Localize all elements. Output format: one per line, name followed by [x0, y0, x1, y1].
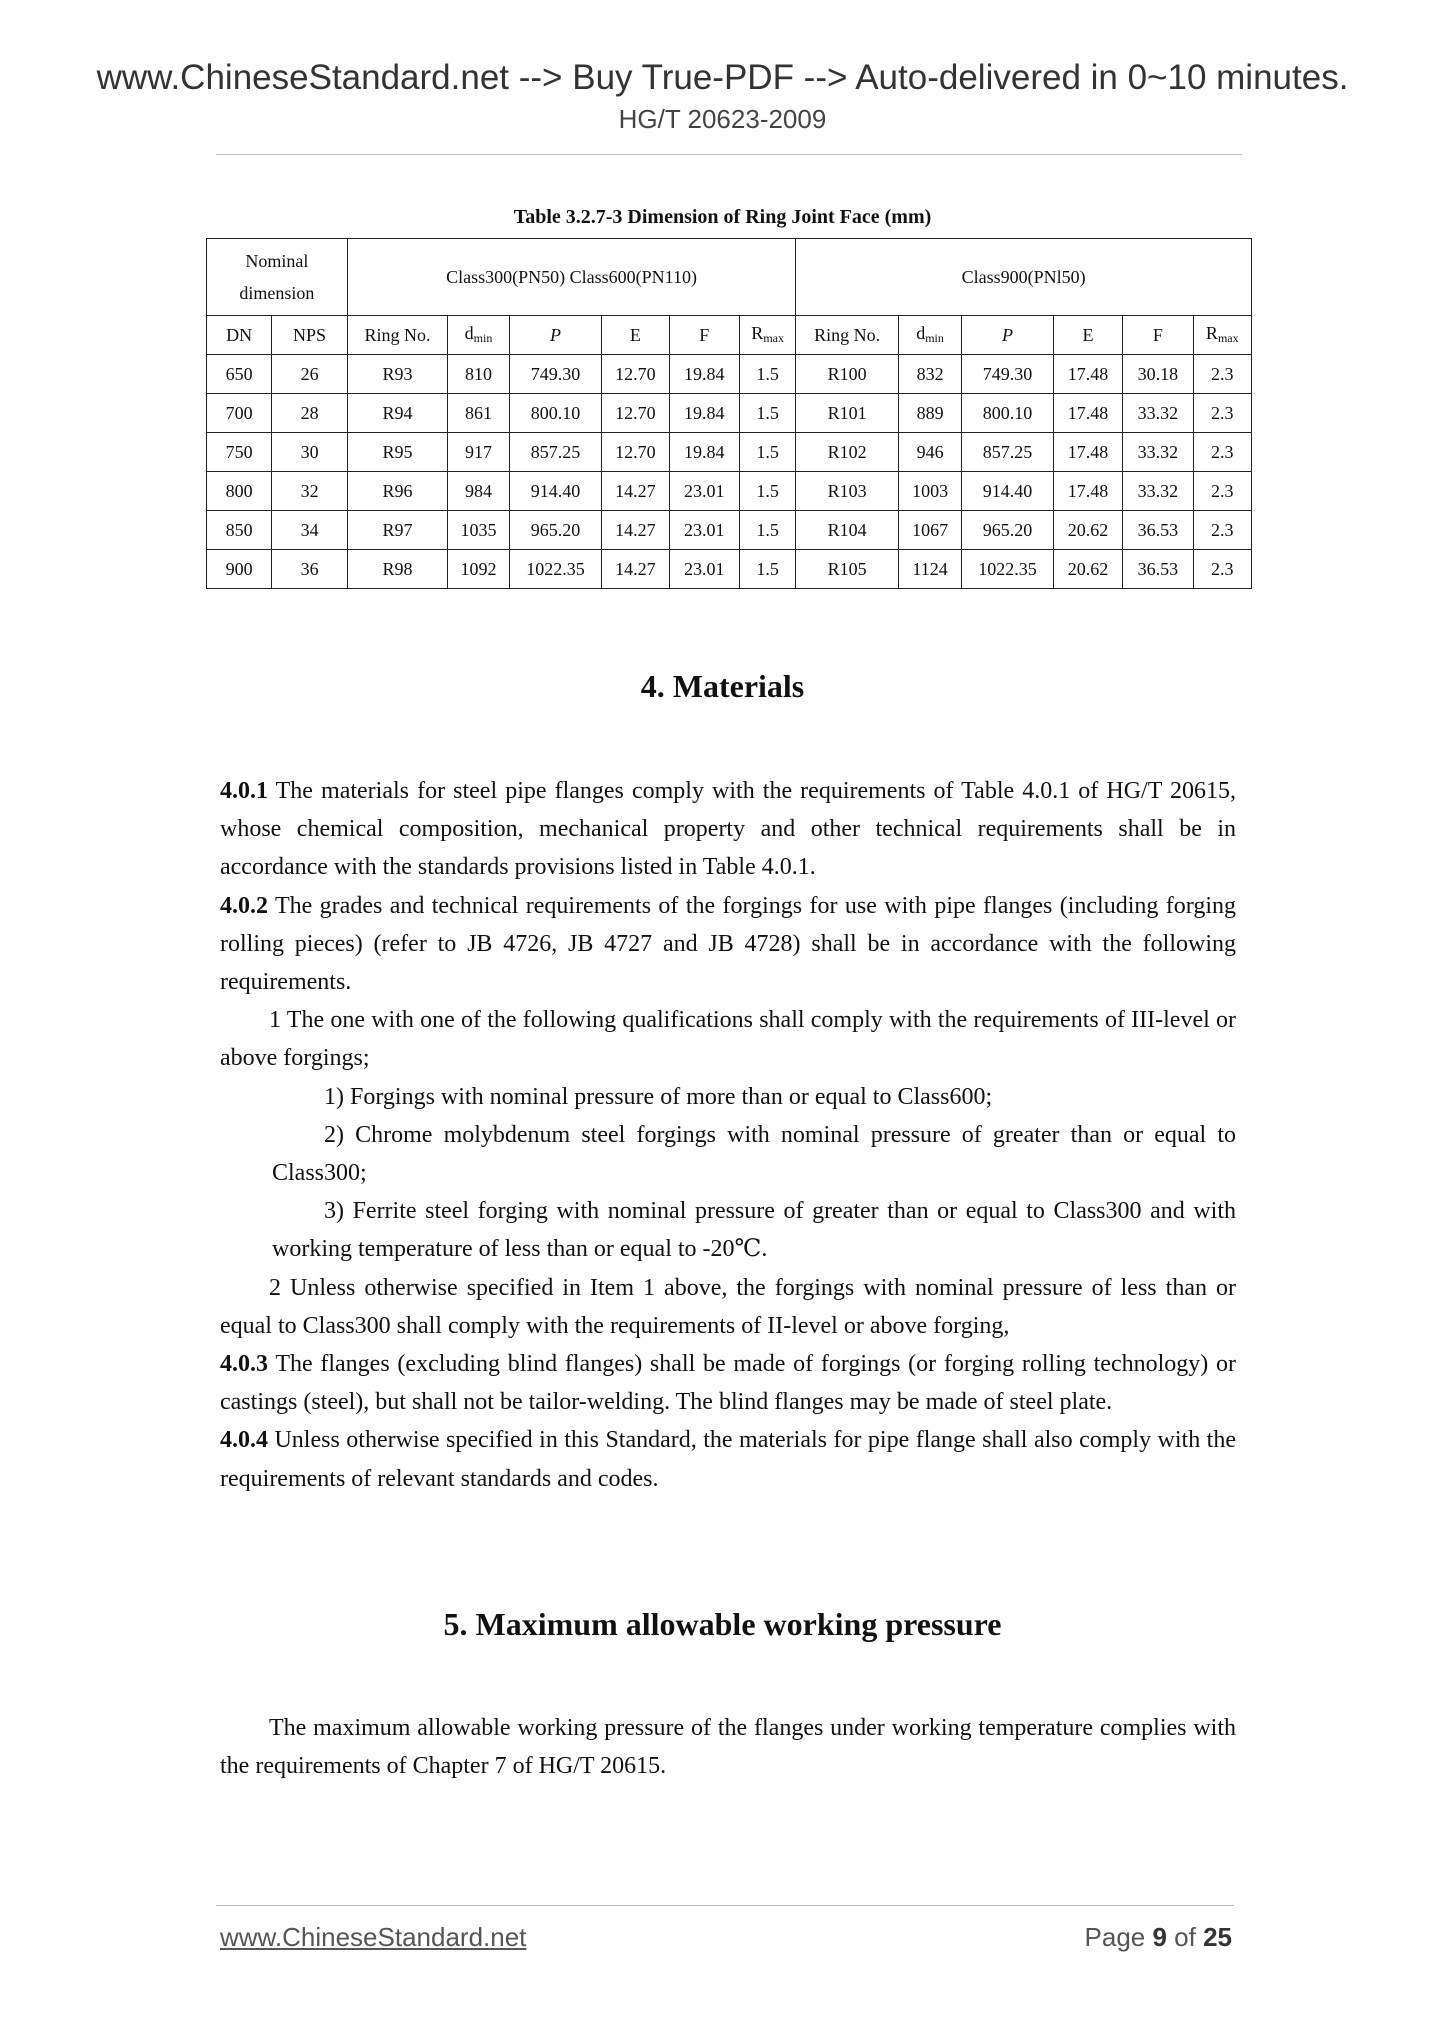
cell-dn: 700 [207, 394, 272, 433]
cell-f-b: 36.53 [1123, 550, 1193, 589]
col-e-b: E [1053, 316, 1122, 355]
clause-4-0-1 [220, 772, 1236, 887]
clause-text: Unless otherwise specified in this Standard, the materials for pipe flange shall also comply with the requirements of relevant standards and codes. [220, 1427, 1236, 1492]
cell-e-a: 14.27 [602, 511, 669, 550]
cell-p-a: 914.40 [509, 472, 602, 511]
cell-dmin-b: 832 [898, 355, 961, 394]
cell-rmax-b: 2.3 [1193, 433, 1251, 472]
cell-p-a: 800.10 [509, 394, 602, 433]
class900-header: Class900(PNl50) [796, 239, 1252, 316]
cell-ring-b: R101 [796, 394, 899, 433]
cell-dmin-b: 889 [898, 394, 961, 433]
col-ring-a: Ring No. [347, 316, 448, 355]
cell-e-b: 17.48 [1053, 472, 1122, 511]
table-row [207, 433, 1252, 472]
clause-4-0-2 [220, 887, 1236, 1002]
cell-e-b: 17.48 [1053, 394, 1122, 433]
cell-dn: 750 [207, 433, 272, 472]
table-header-row-columns [207, 316, 1252, 355]
cell-dmin-b: 1003 [898, 472, 961, 511]
cell-dmin-a: 917 [448, 433, 509, 472]
sub-item-1: 1) Forgings with nominal pressure of more than or equal to Class600; [324, 1083, 993, 1110]
footer-site-link[interactable]: www.ChineseStandard.net [220, 1922, 527, 1952]
cell-rmax-b: 2.3 [1193, 472, 1251, 511]
cell-rmax-b: 2.3 [1193, 394, 1251, 433]
cell-ring-a: R94 [347, 394, 448, 433]
cell-f-a: 19.84 [669, 394, 739, 433]
document-code: HG/T 20623-2009 [618, 104, 827, 134]
cell-dmin-a: 810 [448, 355, 509, 394]
cell-nps: 28 [272, 394, 347, 433]
cell-dn: 850 [207, 511, 272, 550]
cell-ring-a: R98 [347, 550, 448, 589]
cell-e-b: 17.48 [1053, 355, 1122, 394]
clause-number: 4.0.2 [220, 892, 268, 919]
cell-f-a: 23.01 [669, 472, 739, 511]
cell-ring-a: R93 [347, 355, 448, 394]
col-rmax-a [739, 316, 795, 355]
col-ring-b: Ring No. [796, 316, 899, 355]
cell-dmin-a: 1092 [448, 550, 509, 589]
cell-rmax-b: 2.3 [1193, 511, 1251, 550]
cell-nps: 36 [272, 550, 347, 589]
col-nps: NPS [272, 316, 347, 355]
cell-nps: 34 [272, 511, 347, 550]
cell-dmin-b: 946 [898, 433, 961, 472]
cell-ring-b: R103 [796, 472, 899, 511]
cell-p-b: 800.10 [962, 394, 1054, 433]
cell-nps: 26 [272, 355, 347, 394]
table-caption: Table 3.2.7-3 Dimension of Ring Joint Face (mm) [513, 206, 932, 228]
cell-dmin-b: 1067 [898, 511, 961, 550]
cell-e-a: 12.70 [602, 433, 669, 472]
cell-rmax-b: 2.3 [1193, 355, 1251, 394]
table-row [207, 511, 1252, 550]
cell-ring-a: R95 [347, 433, 448, 472]
col-dn: DN [207, 316, 272, 355]
cell-dmin-b: 1124 [898, 550, 961, 589]
page-current: 9 [1152, 1922, 1167, 1952]
cell-p-b: 1022.35 [962, 550, 1054, 589]
sub-item-2: 2) Chrome molybdenum steel forgings with nominal pressure of greater than or equal to Class300; [272, 1121, 1236, 1187]
cell-f-b: 33.32 [1123, 394, 1193, 433]
section-5-body [220, 1709, 1236, 1785]
cell-ring-b: R102 [796, 433, 899, 472]
cell-ring-b: R100 [796, 355, 899, 394]
footer-divider [216, 1905, 1234, 1906]
col-f-a: F [669, 316, 739, 355]
clause-text: The flanges (excluding blind flanges) shall be made of forgings (or forging rolling technology) or castings (steel), but shall not be tailor-welding. The blind flanges may be made of steel plate. [220, 1351, 1236, 1416]
clause-number: 4.0.4 [220, 1427, 268, 1454]
cell-rmax-a: 1.5 [739, 472, 795, 511]
rmax-label: R [751, 322, 764, 343]
cell-rmax-a: 1.5 [739, 550, 795, 589]
cell-ring-a: R96 [347, 472, 448, 511]
section-4-body [220, 772, 1236, 1498]
cell-nps: 30 [272, 433, 347, 472]
cell-e-b: 17.48 [1053, 433, 1122, 472]
nominal-label-line2: dimension [239, 283, 315, 303]
cell-p-b: 965.20 [962, 511, 1054, 550]
table-row [207, 394, 1252, 433]
table-row [207, 472, 1252, 511]
cell-ring-b: R104 [796, 511, 899, 550]
cell-rmax-b: 2.3 [1193, 550, 1251, 589]
cell-p-a: 965.20 [509, 511, 602, 550]
col-p-a: P [509, 316, 602, 355]
col-f-b: F [1123, 316, 1193, 355]
col-rmax-b [1193, 316, 1251, 355]
rmax-subscript: max [763, 330, 784, 345]
cell-rmax-a: 1.5 [739, 511, 795, 550]
cell-f-b: 36.53 [1123, 511, 1193, 550]
rmax-subscript: max [1217, 330, 1239, 345]
cell-f-b: 33.32 [1123, 433, 1193, 472]
header-divider [216, 154, 1242, 155]
table-row [207, 550, 1252, 589]
clause-text: The materials for steel pipe flanges comply with the requirements of Table 4.0.1 of HG/T 20615, whose chemical composition, mechanical property and other technical requirements shall be in accordance with the standards provisions listed in Table 4.0.1. [220, 778, 1236, 881]
section-5-paragraph: The maximum allowable working pressure of the flanges under working temperature complies with the requirements of Chapter 7 of HG/T 20615. [220, 1715, 1236, 1780]
cell-ring-b: R105 [796, 550, 899, 589]
cell-f-b: 30.18 [1123, 355, 1193, 394]
cell-f-a: 19.84 [669, 433, 739, 472]
page-prefix: Page [1084, 1922, 1153, 1952]
table-row [207, 355, 1252, 394]
cell-e-b: 20.62 [1053, 550, 1122, 589]
item-1: 1 The one with one of the following qualifications shall comply with the requirements of III-level or above forgings; [220, 1007, 1236, 1072]
cell-p-a: 857.25 [509, 433, 602, 472]
dmin-label: d [916, 322, 926, 343]
cell-rmax-a: 1.5 [739, 433, 795, 472]
cell-p-b: 749.30 [962, 355, 1054, 394]
col-dmin-a [448, 316, 509, 355]
clause-number: 4.0.3 [220, 1351, 268, 1378]
page-of: of [1166, 1922, 1204, 1952]
cell-rmax-a: 1.5 [739, 394, 795, 433]
cell-ring-a: R97 [347, 511, 448, 550]
clause-text: The grades and technical requirements of the forgings for use with pipe flanges (including forging rolling pieces) (refer to JB 4726, JB 4727 and JB 4728) shall be in accordance with the following requirements. [220, 892, 1236, 996]
col-dmin-b [898, 316, 961, 355]
cell-dmin-a: 1035 [448, 511, 509, 550]
cell-p-b: 914.40 [962, 472, 1054, 511]
cell-f-b: 33.32 [1123, 472, 1193, 511]
clause-number: 4.0.1 [220, 778, 268, 804]
nominal-label-line1: Nominal [245, 251, 309, 271]
cell-nps: 32 [272, 472, 347, 511]
dmin-label: d [464, 322, 474, 343]
section-5-heading: 5. Maximum allowable working pressure [443, 1606, 1002, 1642]
cell-e-a: 14.27 [602, 550, 669, 589]
page-number [1000, 1922, 1232, 1953]
cell-dmin-a: 984 [448, 472, 509, 511]
nominal-dimension-header [207, 239, 348, 316]
ring-joint-table [206, 238, 1252, 589]
cell-rmax-a: 1.5 [739, 355, 795, 394]
cell-f-a: 23.01 [669, 550, 739, 589]
cell-e-a: 14.27 [602, 472, 669, 511]
rmax-label: R [1205, 322, 1218, 343]
sub-item-3: 3) Ferrite steel forging with nominal pressure of greater than or equal to Class300 and with working temperature of less than or equal to -20℃. [272, 1198, 1236, 1263]
page-total: 25 [1203, 1922, 1232, 1952]
cell-dn: 900 [207, 550, 272, 589]
item-2: 2 Unless otherwise specified in Item 1 above, the forgings with nominal pressure of less than or equal to Class300 shall comply with the requirements of II-level or above forging, [220, 1274, 1236, 1339]
table-header-row-groups [207, 239, 1252, 316]
section-4-heading: 4. Materials [640, 668, 805, 704]
dmin-subscript: min [925, 330, 944, 345]
cell-dn: 800 [207, 472, 272, 511]
clause-4-0-4 [220, 1421, 1236, 1497]
col-e-a: E [602, 316, 669, 355]
cell-p-a: 749.30 [509, 355, 602, 394]
col-p-b: P [962, 316, 1054, 355]
cell-dn: 650 [207, 355, 272, 394]
site-banner: www.ChineseStandard.net --> Buy True-PDF --> Auto-delivered in 0~10 minutes. [96, 58, 1349, 97]
cell-dmin-a: 861 [448, 394, 509, 433]
cell-p-a: 1022.35 [509, 550, 602, 589]
cell-f-a: 23.01 [669, 511, 739, 550]
cell-e-a: 12.70 [602, 394, 669, 433]
cell-e-b: 20.62 [1053, 511, 1122, 550]
cell-f-a: 19.84 [669, 355, 739, 394]
dmin-subscript: min [473, 330, 493, 345]
cell-e-a: 12.70 [602, 355, 669, 394]
cell-p-b: 857.25 [962, 433, 1054, 472]
class300-600-header: Class300(PN50) Class600(PN110) [347, 239, 796, 316]
clause-4-0-3 [220, 1345, 1236, 1421]
